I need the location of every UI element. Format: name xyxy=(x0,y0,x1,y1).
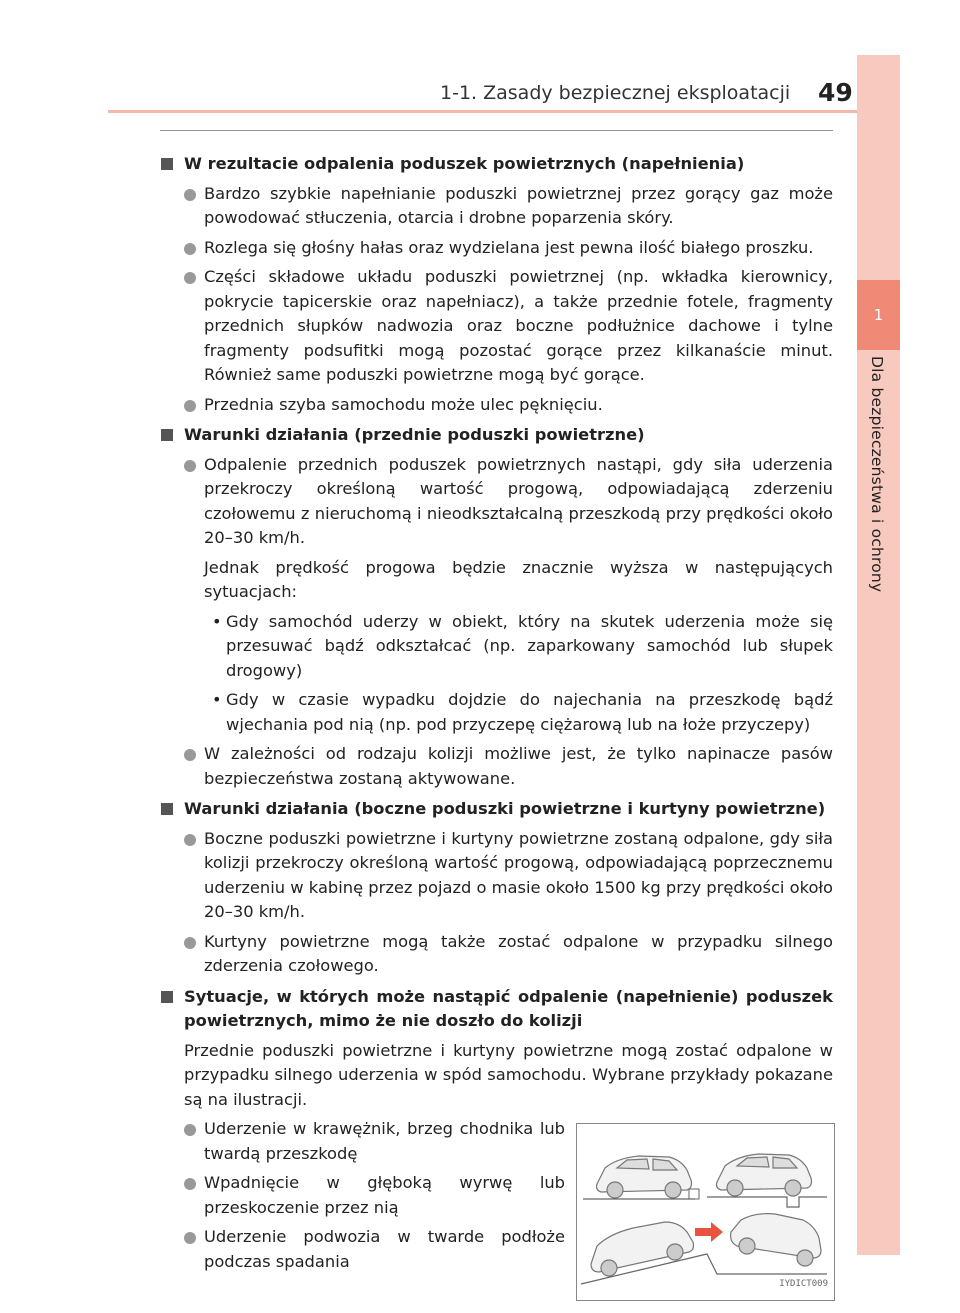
header-divider xyxy=(108,110,857,113)
list-item-text: W zależności od rodzaju kolizji możliwe jest, że tylko napinacze pasów bezpieczeństwa zostaną aktywowane. xyxy=(204,744,833,788)
chapter-side-strip xyxy=(857,55,900,1255)
section-heading xyxy=(160,423,833,448)
square-bullet-icon xyxy=(161,429,173,441)
list-item-text: Kurtyny powietrzne mogą także zostać odpalone w przypadku silnego zderzenia czołowego. xyxy=(204,931,833,975)
circle-bullet-icon xyxy=(184,834,196,846)
illustration-undercarriage-impacts xyxy=(576,1123,835,1301)
circle-bullet-icon xyxy=(184,272,196,284)
running-header-title: 1-1. Zasady bezpiecznej eksploatacji xyxy=(440,82,791,104)
list-item-text: Wpadnięcie w głęboką wyrwę lub przeskoczenie przez nią xyxy=(204,1173,565,1217)
chapter-number: 1 xyxy=(873,306,884,324)
list-item xyxy=(160,182,833,231)
list-item-text: Uderzenie w krawężnik, brzeg chodnika lub twardą przeszkodę xyxy=(204,1119,565,1163)
circle-bullet-icon xyxy=(184,189,196,201)
sub-list-item xyxy=(160,610,833,684)
note-text: Jednak prędkość progowa będzie znacznie wyższa w następujących sytuacjach: xyxy=(204,557,833,601)
square-bullet-icon xyxy=(161,803,173,815)
car-landing xyxy=(731,1214,821,1266)
section-heading xyxy=(160,797,833,822)
circle-bullet-icon xyxy=(184,749,196,761)
list-item xyxy=(160,393,833,418)
circle-bullet-icon xyxy=(184,937,196,949)
circle-bullet-icon xyxy=(184,460,196,472)
sub-list-item-text: Gdy samochód uderzy w obiekt, który na skutek uderzenia może się przesuwać bądź odkształcać (np. zaparkowany samochód lub słupek drogowy) xyxy=(226,611,833,680)
paragraph: Przednie poduszki powietrzne i kurtyny powietrzne mogą zostać odpalone w przypadku silnego uderzenia w spód samochodu. Wybrane przykłady pokazane są na ilustracji. xyxy=(184,1040,833,1109)
list-item xyxy=(160,827,833,925)
list-item-text: Uderzenie podwozia w twarde podłoże podczas spadania xyxy=(204,1227,565,1271)
list-item xyxy=(160,453,833,551)
content-top-rule xyxy=(160,130,833,131)
sub-list-item xyxy=(160,688,833,737)
square-bullet-icon xyxy=(161,158,173,170)
illustration-code: IYDICT009 xyxy=(779,1278,828,1289)
list-item xyxy=(160,1225,565,1274)
dot-bullet-icon: • xyxy=(212,690,222,709)
list-item xyxy=(160,930,833,979)
circle-bullet-icon xyxy=(184,400,196,412)
list-item xyxy=(160,265,833,388)
list-item xyxy=(160,236,833,261)
car-on-ramp xyxy=(591,1222,694,1276)
car-over-pothole xyxy=(717,1154,812,1196)
list-item-text: Przednia szyba samochodu może ulec pęknięciu. xyxy=(204,394,603,414)
list-item xyxy=(160,1171,565,1220)
car-hitting-curb xyxy=(597,1156,692,1198)
dot-bullet-icon: • xyxy=(212,611,222,631)
section-heading-text: W rezultacie odpalenia poduszek powietrznych (napełnienia) xyxy=(184,154,745,173)
list-item-text: Rozlega się głośny hałas oraz wydzielana jest pewna ilość białego proszku. xyxy=(204,237,814,257)
list-item xyxy=(160,1117,565,1166)
list-item-text: Odpalenie przednich poduszek powietrznych nastąpi, gdy siła uderzenia przekroczy określoną wartość progową, odpowiadającą zderzeniu czołowemu z nieruchomą i nieodkształcalną przeszkodą przy prędkości około 20–30 km/h. xyxy=(204,454,833,547)
chapter-number-tab xyxy=(857,280,900,350)
list-item-text: Boczne poduszki powietrzne i kurtyny powietrzne zostaną odpalone, gdy siła kolizji przekroczy określoną wartość progową, odpowiadającą poprzecznemu uderzeniu w kabinę przez pojazd o masie około 1500 kg przy prędkości około 20–30 km/h. xyxy=(204,828,833,921)
page-number: 49 xyxy=(818,78,853,107)
list-item-text: Części składowe układu poduszki powietrznej (np. wkładka kierownicy, pokrycie tapicerskie oraz napełniacz), a także przednie fotele, fragmenty przednich słupków nadwozia oraz boczne podłużnice dachowe i tylne fragmenty podsufitki mogą pozostać gorące przez kilkanaście minut. Również same poduszki powietrzne mogą być gorące. xyxy=(204,267,833,384)
section-heading xyxy=(160,152,833,177)
section-heading-text: Sytuacje, w których może nastąpić odpalenie (napełnienie) poduszek powietrznych, mimo że nie doszło do kolizji xyxy=(184,986,833,1030)
examples-block xyxy=(160,1117,833,1289)
examples-list xyxy=(160,1117,565,1274)
section-heading-text: Warunki działania (przednie poduszki powietrzne) xyxy=(184,425,645,444)
section-heading xyxy=(160,985,833,1034)
circle-bullet-icon xyxy=(184,243,196,255)
circle-bullet-icon xyxy=(184,1232,196,1244)
circle-bullet-icon xyxy=(184,1124,196,1136)
circle-bullet-icon xyxy=(184,1178,196,1190)
square-bullet-icon xyxy=(161,991,173,1003)
list-item-text: Bardzo szybkie napełnianie poduszki powietrznej przez gorący gaz może powodować stłuczenia, otarcia i drobne poparzenia skóry. xyxy=(204,183,833,227)
list-item xyxy=(160,742,833,791)
chapter-title-vertical: Dla bezpieczeństwa i ochrony xyxy=(868,356,886,593)
section-heading-text: Warunki działania (boczne poduszki powietrzne i kurtyny powietrzne) xyxy=(184,799,826,818)
sub-list-item-text: Gdy w czasie wypadku dojdzie do najechania na przeszkodę bądź wjechania pod nią (np. pod przyczepę ciężarową lub na łoże przyczepy) xyxy=(226,690,833,734)
arrow-right-icon xyxy=(695,1222,723,1242)
page-content xyxy=(160,146,833,1289)
